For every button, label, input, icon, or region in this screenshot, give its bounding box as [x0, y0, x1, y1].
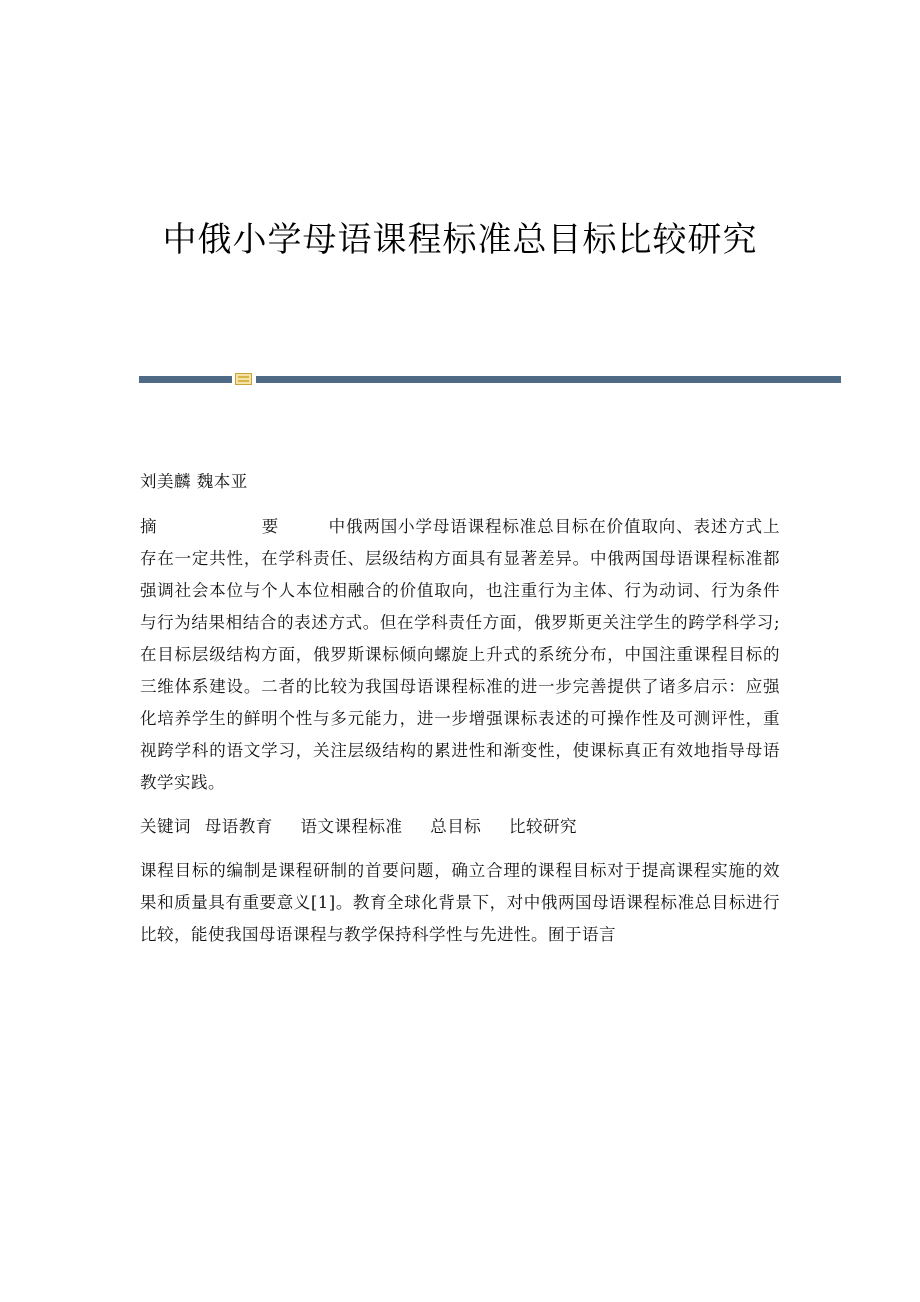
abstract-text: 中俄两国小学母语课程标准总目标在价值取向、表述方式上存在一定共性，在学科责任、层级结构方面具有显著差异。中俄两国母语课程标准都强调社会本位与个人本位相融合的价值取向，也注重行为主体、行为动词、行为条件与行为结果相结合的表述方式。但在学科责任方面，俄罗斯更关注学生的跨学科学习;在目标层级结构方面，俄罗斯课标倾向螺旋上升式的系统分布，中国注重课程目标的三维体系建设。二者的比较为我国母语课程标准的进一步完善提供了诸多启示：应强化培养学生的鲜明个性与多元能力，进一步增强课标表述的可操作性及可测评性，重视跨学科的语文学习，关注层级结构的累进性和渐变性，使课标真正有效地指导母语教学实践。: [140, 517, 780, 792]
paper-title: 中俄小学母语课程标准总目标比较研究: [162, 220, 758, 260]
keywords-label: 关键词: [140, 817, 191, 836]
paper-content: [140, 466, 780, 951]
keywords: [140, 811, 780, 843]
keyword: 语文课程标准: [300, 817, 403, 836]
authors: 刘美麟 魏本亚: [140, 472, 248, 491]
keyword: 总目标: [430, 817, 482, 836]
body-paragraph: 课程目标的编制是课程研制的首要问题，确立合理的课程目标对于提高课程实施的效果和质量具有重要意义[1]。教育全球化背景下，对中俄两国母语课程标准总目标进行比较，能使我国母语课程与教学保持科学性与先进性。囿于语言: [140, 861, 780, 944]
divider-bar-right: [256, 376, 841, 383]
abstract-label: 摘 要: [140, 517, 329, 536]
keyword: 母语教育: [204, 817, 273, 836]
keyword: 比较研究: [509, 817, 577, 836]
abstract: [140, 511, 780, 799]
divider-ornament-icon: [235, 373, 252, 385]
divider-bar-left: [139, 376, 232, 383]
title-divider: [139, 373, 841, 385]
